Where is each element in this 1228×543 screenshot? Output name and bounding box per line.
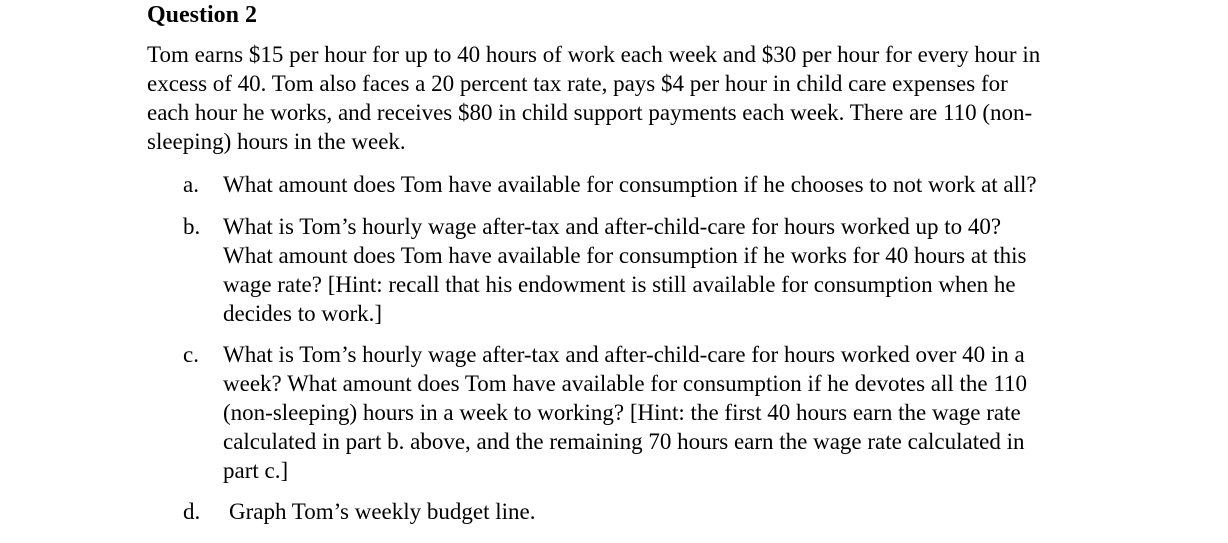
- part-text: [229, 497, 1149, 526]
- intro-line: Tom earns $15 per hour for up to 40 hours of work each week and $30 per hour for every hour in: [147, 42, 1041, 67]
- part-b: [183, 212, 1143, 328]
- part-line: What is Tom’s hourly wage after-tax and after-child-care for hours worked up to 40?: [223, 214, 1002, 239]
- part-c: [183, 340, 1143, 485]
- part-line: What amount does Tom have available for consumption if he works for 40 hours at this: [223, 243, 1027, 268]
- part-line: calculated in part b. above, and the remaining 70 hours earn the wage rate calculated in: [223, 429, 1025, 454]
- part-marker: d.: [183, 499, 201, 524]
- part-line: part c.]: [223, 458, 289, 483]
- intro-line: excess of 40. Tom also faces a 20 percent tax rate, pays $4 per hour in child care expenses for: [147, 71, 1008, 96]
- part-line: wage rate? [Hint: recall that his endowment is still available for consumption when he: [223, 272, 1016, 297]
- question-intro: [147, 40, 1147, 156]
- part-marker: b.: [183, 214, 201, 239]
- part-d: [183, 497, 1143, 526]
- part-text: [223, 340, 1143, 485]
- intro-line: sleeping) hours in the week.: [147, 129, 406, 154]
- part-marker: c.: [183, 342, 199, 367]
- intro-line: each hour he works, and receives $80 in child support payments each week. There are 110 (non-: [147, 100, 1033, 125]
- part-line: What is Tom’s hourly wage after-tax and after-child-care for hours worked over 40 in a: [223, 342, 1025, 367]
- part-line: Graph Tom’s weekly budget line.: [229, 499, 536, 524]
- part-text: [223, 170, 1143, 199]
- part-text: [223, 212, 1143, 328]
- question-heading: Question 2: [147, 2, 258, 28]
- part-a: [183, 170, 1143, 199]
- part-line: week? What amount does Tom have available for consumption if he devotes all the 110: [223, 371, 1028, 396]
- part-line: What amount does Tom have available for consumption if he chooses to not work at all?: [223, 172, 1037, 197]
- part-line: (non-sleeping) hours in a week to working? [Hint: the first 40 hours earn the wage rate: [223, 400, 1021, 425]
- part-line: decides to work.]: [223, 301, 383, 326]
- part-marker: a.: [183, 172, 199, 197]
